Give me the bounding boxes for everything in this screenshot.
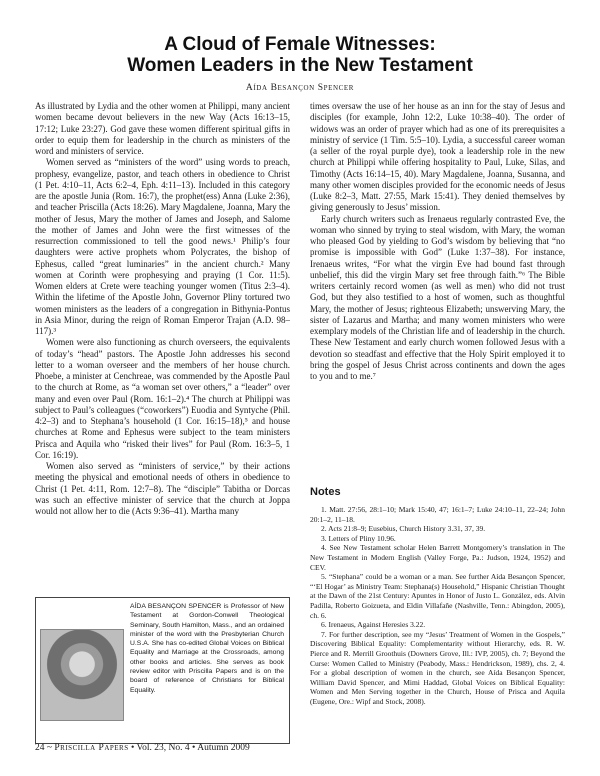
right-column (310, 101, 565, 484)
page-footer (35, 743, 250, 753)
author-bio-text: AÍDA BESANÇON SPENCER is Professor of New Testament at Gordon-Conwell Theological Seminary, South Hamilton, Mass., and an ordained minister of the word with the Presbyterian Church U.S.A. She has co-edited Global Voices on Biblical Equality and Marriage at the Crossroads, among other books and articles. She serves as book review editor with Priscilla Papers and is on the board of reference of Christians for Biblical Equality. (130, 603, 284, 694)
note: 5. “Stephana” could be a woman or a man. See further Aída Besançon Spencer, “‘El Hogar’ as Ministry Team: Stephana(s) Household,” Hispanic Christian Thought at the Dawn of the 21st Century: Apuntes in Honor of Justo L. González, eds. Alvin Padilla, Roberto Goizueta, and Eldin Villafañe (Nashville, Tenn.: Abingdon, 2005), ch. 6. (310, 572, 565, 620)
note: 3. Letters of Pliny 10.96. (321, 533, 396, 543)
note: 7. For further description, see my “Jesus’ Treatment of Women in the Gospels,” Discovering Biblical Equality: Complementarity without Hierarchy, eds. R. W. Pierce and R. Merrill Groothuis (Downers Grove, Ill.: IVP, 2005), ch. 7; Beyond the Curse: Women Called to Ministry (Peabody, Mass.: Hendrickson, 1989), chs. 2, 4. For a global description of women in the church, see Aída Besançon Spencer, William David Spencer, and Mimi Haddad, Global Voices on Biblical Equality: Women and Men Serving together in the Church, House of Prisca and Aquila (Eugene, Ore.: Wipf and Stock, 2008). (310, 629, 565, 706)
paragraph: Women were also functioning as church overseers, the equivalents of today’s “head” pastors. The Apostle John addresses his second letter to a woman overseer and the members of her house church. Phoebe, a minister at Cenchreae, was commended by the Apostle Paul to the church at Rome, as “a woman set over others,” a “leader” over many and even over Paul (Rom. 16:1–2).⁴ The church at Philippi was subject to Paul’s colleagues (“coworkers”) Euodia and Syntyche (Phil. 4:2–3) and to Stephana’s household (1 Cor. 16:15–18),⁵ and house churches at Rome and Ephesus were subject to the team ministers Prisca and Aquila who “risked their lives” for Paul (Rom. 16:3–5, 1 Cor. 16:19). (35, 337, 290, 460)
note: 6. Irenaeus, Against Heresies 3.22. (321, 620, 426, 630)
issue-info: • Vol. 23, No. 4 • Autumn 2009 (131, 743, 250, 753)
author-photo (40, 629, 124, 721)
paragraph: times oversaw the use of her house as an inn for the stay of Jesus and disciples (for example, John 12:2, Luke 10:38–40). The order of widows was an order of prayer which had as one of its prerequisites a ministry of service (1 Tim. 5:5–10). Lydia, a successful career woman (a seller of the royal purple dye), took a leadership role in the new church at Philippi while offering hospitality to Paul, Luke, Silas, and Timothy (Acts 16:14–15, 40). Mary Magdalene, Joanna, Susanna, and many other women disciples provided for the economic needs of Jesus (Luke 8:2–3, Matt. 27:55, Mark 15:41). They denied themselves by giving generously to Jesus’ mission. (310, 101, 565, 213)
page-number: 24 (35, 743, 45, 753)
title-line-2: Women Leaders in the New Testament (127, 55, 473, 76)
title-line-1: A Cloud of Female Witnesses: (164, 34, 436, 55)
notes-heading: Notes (310, 486, 341, 498)
left-column (35, 101, 290, 671)
author-byline: Aída Besançon Spencer (245, 83, 355, 93)
notes-list (310, 505, 565, 737)
paragraph: Women also served as “ministers of service,” by their actions meeting the physical and emotional needs of others in obedience to Christ (1 Pet. 4:11, Rom. 12:7–8). The “disciple” Tabitha or Dorcas was such an effective minister of service that the church at Joppa would not allow her to die (Acts 9:36–41). Martha many (35, 461, 290, 516)
note: 4. See New Testament scholar Helen Barrett Montgomery’s translation in The New Testament in Modern English (Valley Forge, Pa.: Judson, 1924, 1952) and CEV. (310, 543, 565, 572)
note: 1. Matt. 27:56, 28:1–10; Mark 15:40, 47; 16:1–7; Luke 24:10–11, 22–24; John 20:1–2, 11–18. (310, 505, 565, 524)
author-bio-box (35, 597, 290, 744)
paragraph: As illustrated by Lydia and the other women at Philippi, many ancient women became devout believers in the new Way (Acts 16:13–15, 17:12; Luke 23:27). God gave these women different spiritual gifts in order to equip them for leadership in the church as ministers of the word and ministers of service. (35, 101, 290, 156)
tilde-ornament: ~ (46, 743, 53, 753)
paragraph: Early church writers such as Irenaeus regularly contrasted Eve, the woman who sinned by trying to steal wisdom, with Mary, the woman who pleased God by yielding to God’s wisdom by believing that “no promise is impossible with God” (Luke 1:37–38). For instance, Irenaeus writes, “For what the virgin Eve had bound fast through unbelief, this did the virgin Mary set free through faith.”⁶ The Bible writers certainly record women (as well as men) who did not trust God, but they also testified to a host of women, such as thoughtful Mary, the mother of Jesus; righteous Elizabeth; unswerving Mary, the sister of Lazarus and Martha; and many women ministers who were exemplary models of the Christian life and of leadership in the church. These New Testament and early church women followed Jesus with a devotion so steadfast and effective that the Holy Spirit employed it to bring the gospel of Jesus Christ across continents and down the ages to you and to me.⁷ (310, 213, 565, 381)
paragraph: Women served as “ministers of the word” using words to preach, prophesy, evangelize, pastor, and teach others in obedience to Christ (1 Pet. 4:10–11, Acts 6:2–4, Eph. 4:11–13). Included in this category are the apostle Junia (Rom. 16:7), the prophet(ess) Anna (Luke 2:36), and teacher Priscilla (Acts 18:26). Mary Magdalene, Joanna, Mary the mother of Jesus, Mary the mother of James and Joseph, and Salome the mother of James and John were the first witnesses of the resurrection commissioned to tell the good news.¹ Philip’s four daughters were active prophets whom Polycrates, the bishop of Ephesus, called “great luminaries” in the ancient church.² Many women at Corinth were prophesying and praying (1 Cor. 11:5). Women elders at Crete were teaching younger women (Titus 2:3–4). Within the lifetime of the Apostle John, Governor Pliny tortured two women ministers as the leaders of a congregation in Bithynia-Pontus in Asia Minor, during the reign of Roman Emperor Trajan (A.D. 98–117).³ (35, 157, 290, 336)
journal-name: Priscilla Papers (54, 743, 129, 753)
note: 2. Acts 21:8–9; Eusebius, Church History 3.31, 37, 39. (321, 524, 486, 534)
